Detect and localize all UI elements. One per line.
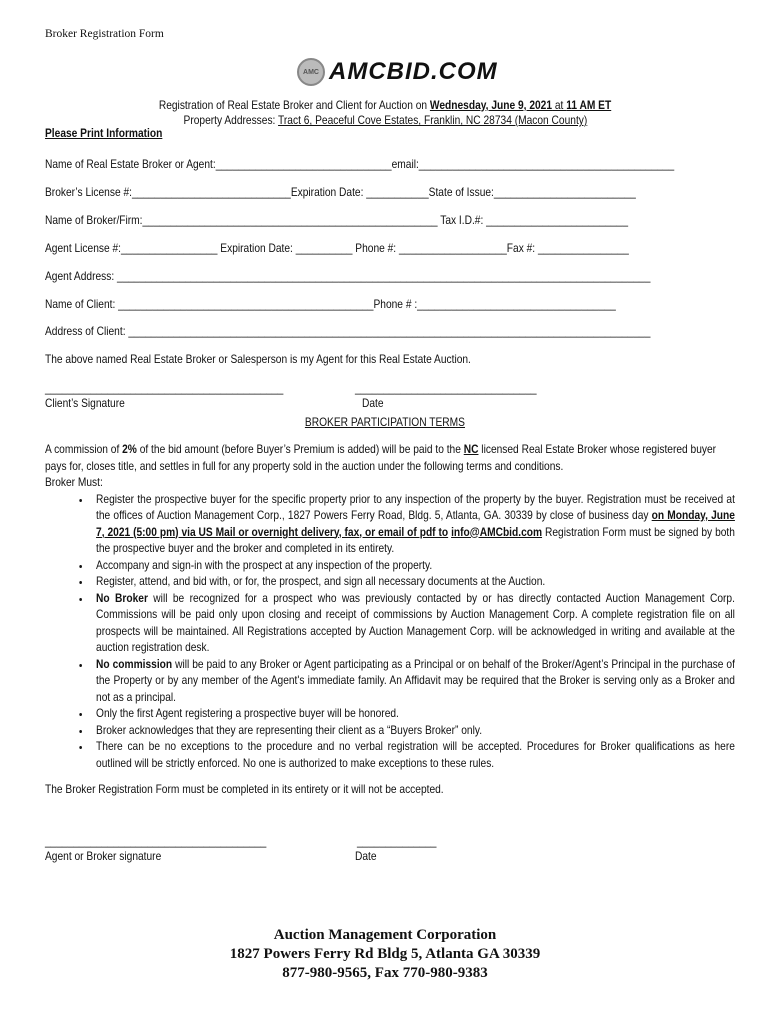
- list-item: • Only the first Agent registering a prospective buyer will be honored.: [91, 706, 735, 723]
- list-item: • Accompany and sign-in with the prospect at any inspection of the property.: [91, 558, 735, 575]
- client-signature-line[interactable]: __________________________________________: [45, 382, 284, 395]
- print-note: Please Print Information: [45, 127, 163, 140]
- broker-firm-field[interactable]: Name of Broker/Firm:____________________________________________________ Tax I.D.#: _________________________: [45, 214, 628, 227]
- client-date-line[interactable]: ________________________________: [355, 382, 537, 395]
- list-item: • There can be no exceptions to the procedure and no verbal registration will be accepted. Procedures for Broker qualifications as here outlined will be strictly enforced. No one is authorized to make exceptions to these rules.: [91, 739, 735, 772]
- amcbid-logo: [297, 58, 498, 86]
- amc-seal-icon: AMC: [297, 58, 325, 86]
- property-address: Tract 6, Peaceful Cove Estates, Franklin, NC 28734 (Macon County): [277, 114, 587, 127]
- list-item: • Register the prospective buyer for the specific property prior to any inspection of the property by the buyer. Registration must be received at the offices of Auction Management Corp., 1827 Powers Ferry Road, Bldg. 5, Atlanta, GA. 30339 by close of business day on Monday, June 7, 2021 (5:00 pm) via US Mail or overnight delivery, fax, or email of pdf to info@AMCbid.com Registration Form must be signed by both the prospective buyer and the broker and completed in its entirety.: [91, 492, 735, 558]
- footer: [0, 926, 770, 983]
- terms-body: [45, 442, 735, 799]
- broker-must-label: Broker Must:: [45, 476, 103, 489]
- email-link[interactable]: info@AMCbid.com: [451, 525, 543, 539]
- list-item: • Register, attend, and bid with, or for, the prospect, and sign all necessary documents at the Auction.: [91, 574, 735, 591]
- header-label: Broker Registration Form: [45, 28, 164, 40]
- terms-list: [45, 492, 735, 773]
- agent-date-line[interactable]: ______________: [357, 835, 437, 848]
- terms-title: BROKER PARTICIPATION TERMS: [304, 416, 466, 429]
- terms-intro: A commission of 2% of the bid amount (before Buyer’s Premium is added) will be paid to the NC licensed Real Estate Broker whose registered buyer pays for, closes title, and settles in full for any property sold in the auction under the following terms and conditions.: [45, 443, 717, 473]
- intro-line-2: Property Addresses: Tract 6, Peaceful Cove Estates, Franklin, NC 28734 (Macon County): [183, 114, 587, 127]
- intro-line-1: Registration of Real Estate Broker and Client for Auction on Wednesday, June 9, 2021 at 11 AM ET: [158, 99, 612, 112]
- logo-text: AMCBID.COM: [329, 58, 498, 85]
- agent-license-field[interactable]: Agent License #:_________________ Expiration Date: __________ Phone #: ___________________Fax #: ________________: [45, 242, 629, 255]
- list-item: • No Broker will be recognized for a prospect who was previously contacted by or has directly contacted Auction Management Corp. Commissions will be paid only upon closing and receipt of commissions by Auction Management Corp. A complete registration file on all prospects will be maintained. All Registrations accepted by Auction Management Corp. will be acknowledged in writing and available at the auction registration desk.: [91, 591, 735, 657]
- client-name-field[interactable]: Name of Client: _____________________________________________Phone # :___________________________________: [45, 298, 616, 311]
- list-item: • Broker acknowledges that they are representing their client as a “Buyers Broker” only.: [91, 723, 735, 740]
- footer-phone: 877-980-9565, Fax 770-980-9383: [282, 965, 488, 981]
- client-address-field[interactable]: Address of Client: ____________________________________________________________________________________________: [45, 325, 651, 338]
- client-signature-label: Client’s Signature: [45, 397, 125, 410]
- agent-date-label: Date: [355, 850, 377, 863]
- agent-signature-label: Agent or Broker signature: [45, 850, 162, 863]
- footer-company: Auction Management Corporation: [273, 927, 497, 943]
- agent-statement: The above named Real Estate Broker or Salesperson is my Agent for this Real Estate Auction.: [45, 353, 471, 366]
- list-item: • No commission will be paid to any Broker or Agent participating as a Principal or on behalf of the Broker/Agent’s Principal in the purchase of the Property or by any member of the Agent's immediate family. An Affidavit may be required that the Broker is serving only as a Broker and not as a principal.: [91, 657, 735, 707]
- footer-address: 1827 Powers Ferry Rd Bldg 5, Atlanta GA 30339: [229, 946, 541, 962]
- auction-date: Wednesday, June 9, 2021: [429, 99, 553, 112]
- agent-signature-line[interactable]: _______________________________________: [45, 835, 267, 848]
- agent-address-field[interactable]: Agent Address: ______________________________________________________________________________________________: [45, 270, 651, 283]
- broker-license-field[interactable]: Broker’s License #:____________________________Expiration Date: ___________State of Issue:_________________________: [45, 186, 636, 199]
- completion-note: The Broker Registration Form must be completed in its entirety or it will not be accepted.: [45, 783, 444, 796]
- auction-time: 11 AM ET: [566, 99, 612, 112]
- client-date-label: Date: [362, 397, 384, 410]
- broker-name-field[interactable]: Name of Real Estate Broker or Agent:_______________________________email:_____________________________________________: [45, 158, 675, 171]
